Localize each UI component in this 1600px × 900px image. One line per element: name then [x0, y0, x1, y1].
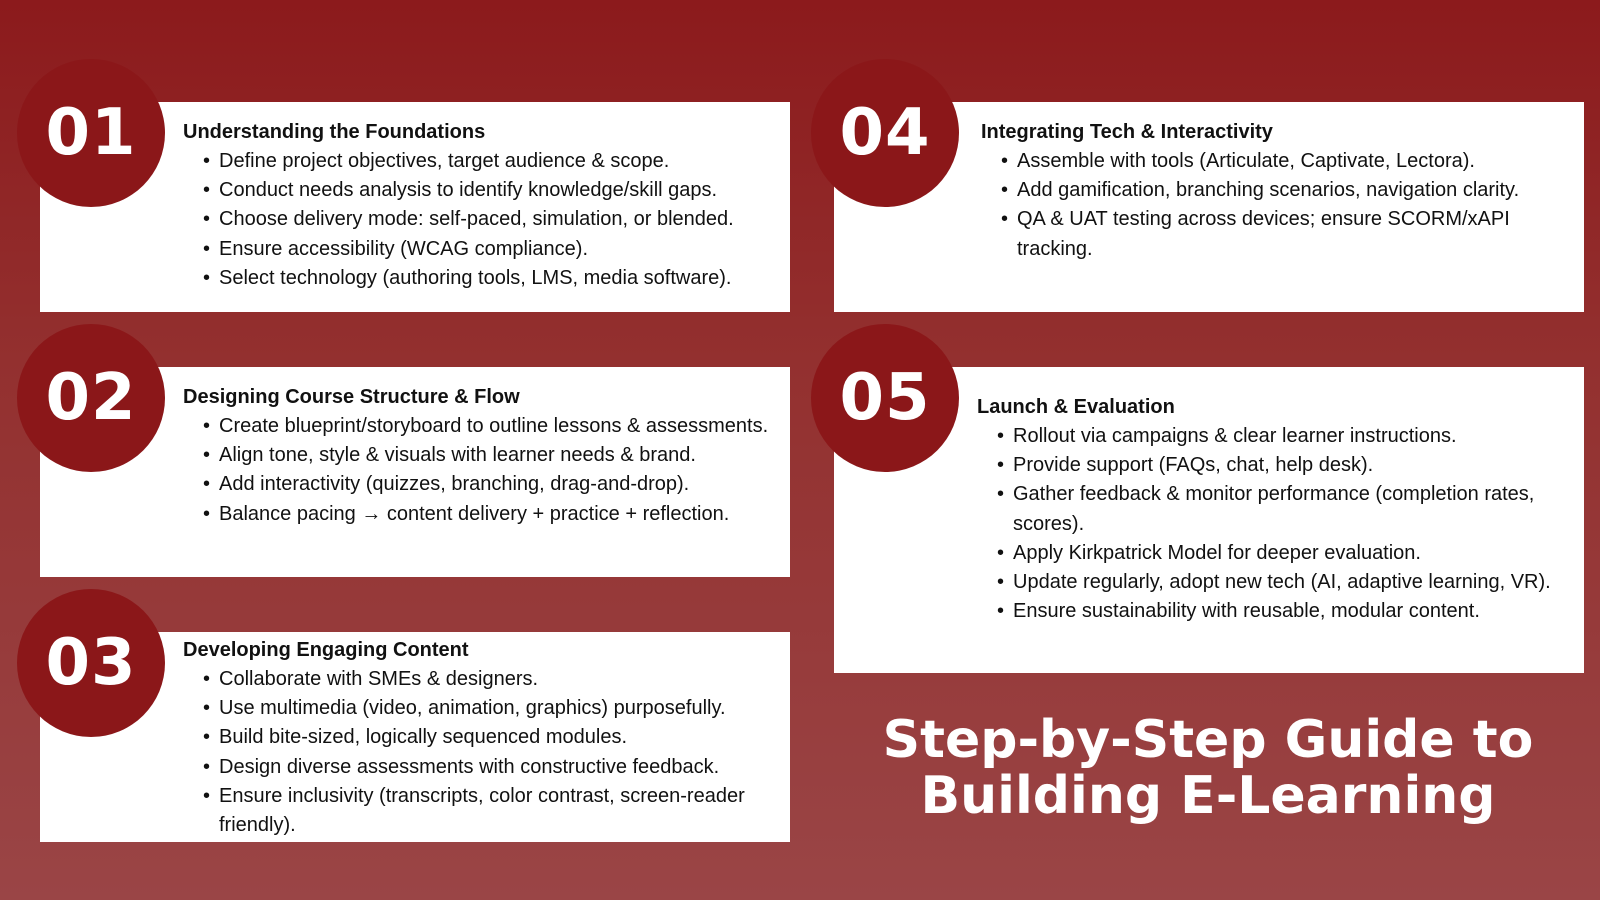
step-title: Launch & Evaluation: [977, 396, 1175, 418]
step-number-badge-02: 02: [17, 324, 165, 472]
page-title: [850, 712, 1566, 824]
list-item: • Balance pacing → content delivery + practice + reflection.: [183, 500, 770, 529]
page-title-line-2: Building E-Learning: [920, 766, 1496, 826]
step-number-badge-01: 01: [17, 59, 165, 207]
list-item: • Gather feedback & monitor performance (completion rates, scores).: [977, 480, 1564, 538]
step-number-badge-03: 03: [17, 589, 165, 737]
list-item: • Rollout via campaigns & clear learner instructions.: [977, 422, 1564, 451]
step-title: Designing Course Structure & Flow: [183, 386, 520, 408]
step-list: [183, 147, 770, 293]
list-item: • Use multimedia (video, animation, graphics) purposefully.: [183, 694, 770, 723]
step-list: [981, 147, 1564, 264]
list-item: • Ensure sustainability with reusable, modular content.: [977, 597, 1564, 626]
list-item: • Update regularly, adopt new tech (AI, adaptive learning, VR).: [977, 568, 1564, 597]
list-item: • Apply Kirkpatrick Model for deeper evaluation.: [977, 539, 1564, 568]
list-item: • Collaborate with SMEs & designers.: [183, 665, 770, 694]
step-number-badge-04: 04: [811, 59, 959, 207]
list-item: • Conduct needs analysis to identify knowledge/skill gaps.: [183, 176, 770, 205]
list-item: • Ensure accessibility (WCAG compliance).: [183, 235, 770, 264]
step-list: [183, 665, 770, 840]
step-title: Understanding the Foundations: [183, 121, 486, 143]
step-list: [183, 412, 770, 529]
list-item: • Create blueprint/storyboard to outline lessons & assessments.: [183, 412, 770, 441]
list-item: • Ensure inclusivity (transcripts, color contrast, screen-reader friendly).: [183, 782, 770, 840]
list-item: • Provide support (FAQs, chat, help desk).: [977, 451, 1564, 480]
step-title: Developing Engaging Content: [183, 639, 469, 661]
step-title: Integrating Tech & Interactivity: [981, 121, 1273, 143]
list-item: • Add gamification, branching scenarios, navigation clarity.: [981, 176, 1564, 205]
step-number-badge-05: 05: [811, 324, 959, 472]
list-item: • Choose delivery mode: self-paced, simulation, or blended.: [183, 205, 770, 234]
list-item: • Assemble with tools (Articulate, Captivate, Lectora).: [981, 147, 1564, 176]
list-item: • Select technology (authoring tools, LMS, media software).: [183, 264, 770, 293]
page-title-line-1: Step-by-Step Guide to: [882, 710, 1534, 770]
list-item: • Align tone, style & visuals with learner needs & brand.: [183, 441, 770, 470]
list-item: • Build bite-sized, logically sequenced modules.: [183, 723, 770, 752]
list-item: • QA & UAT testing across devices; ensure SCORM/xAPI tracking.: [981, 205, 1564, 263]
list-item: • Define project objectives, target audience & scope.: [183, 147, 770, 176]
list-item: • Design diverse assessments with constructive feedback.: [183, 753, 770, 782]
step-list: [977, 422, 1564, 626]
list-item: • Add interactivity (quizzes, branching, drag-and-drop).: [183, 470, 770, 499]
